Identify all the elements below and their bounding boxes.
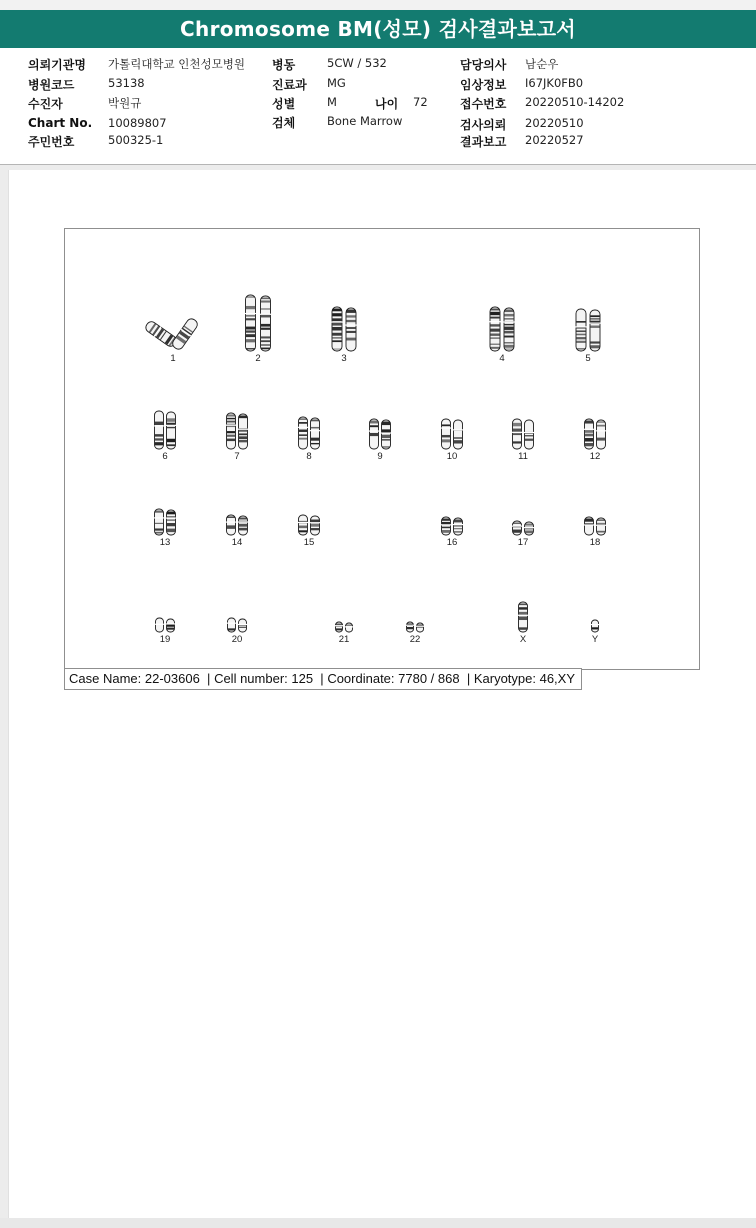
chromosome-pair-17 <box>512 521 534 535</box>
chromosome-label-9: 9 <box>377 451 383 462</box>
chromosome-pair-12 <box>584 419 606 449</box>
chromosome-pair-22 <box>406 622 424 632</box>
patient-info-panel <box>0 48 756 165</box>
karyogram-canvas <box>65 229 699 669</box>
ward-label: 병동 <box>272 58 296 72</box>
chromosome-pair-18 <box>584 517 606 535</box>
chromosome-pair-21 <box>335 622 353 632</box>
requesting-institution-label: 의뢰기관명 <box>28 58 86 72</box>
chromosome-label-X: X <box>519 634 527 645</box>
sex-value: M <box>327 95 337 109</box>
chromosome-label-18: 18 <box>589 537 601 548</box>
hospital-code-value: 53138 <box>108 76 145 90</box>
chromosome-label-4: 4 <box>499 353 505 364</box>
chromosome-pair-11 <box>512 419 534 449</box>
karyotype: Karyotype: 46,XY <box>473 671 576 686</box>
accession-number-label: 접수번호 <box>460 97 507 111</box>
chromosome-pair-1 <box>144 317 200 352</box>
hospital-code-label: 병원코드 <box>28 78 75 92</box>
chromosome-pair-9 <box>369 419 391 449</box>
chromosome-pair-X <box>518 602 528 632</box>
physician-value: 남순우 <box>525 57 559 71</box>
department-label: 진료과 <box>272 78 307 92</box>
ward-value: 5CW / 532 <box>327 56 387 70</box>
chromosome-pair-16 <box>441 517 463 535</box>
request-date-value: 20220510 <box>525 116 584 130</box>
chromosome-label-5: 5 <box>585 353 591 364</box>
chromosome-label-14: 14 <box>231 537 243 548</box>
requesting-institution-value: 가톨릭대학교 인천성모병원 <box>108 57 245 71</box>
chromosome-pair-19 <box>155 618 175 632</box>
physician-label: 담당의사 <box>460 58 507 72</box>
chromosome-label-15: 15 <box>303 537 315 548</box>
request-date-label: 검사의뢰 <box>460 118 507 132</box>
chromosome-label-16: 16 <box>446 537 458 548</box>
caption-separator: | <box>466 671 471 686</box>
chromosome-pair-13 <box>154 509 176 535</box>
bottom-strip <box>0 1218 756 1228</box>
report-title: Chromosome BM(성모) 검사결과보고서 <box>0 10 756 48</box>
department-value: MG <box>327 76 346 90</box>
chromosome-pair-6 <box>154 411 176 449</box>
chart-number-value: 10089807 <box>108 116 167 130</box>
chromosome-label-3: 3 <box>341 353 347 364</box>
chromosome-label-7: 7 <box>234 451 240 462</box>
sex-label: 성별 <box>272 97 296 111</box>
chromosome-label-21: 21 <box>338 634 350 645</box>
chromosome-pair-3 <box>332 307 357 351</box>
chromosome-pair-4 <box>490 307 515 351</box>
chromosome-pair-5 <box>576 309 601 351</box>
chromosome-label-8: 8 <box>306 451 312 462</box>
patient-name-label: 수진자 <box>28 97 63 111</box>
clinical-info-label: 임상정보 <box>460 78 507 92</box>
chromosome-pair-7 <box>226 413 248 449</box>
chromosome-label-Y: Y <box>591 634 599 645</box>
chromosome-label-2: 2 <box>255 353 261 364</box>
age-label: 나이 <box>375 97 399 111</box>
karyogram-image <box>64 228 700 670</box>
chromosome-pair-10 <box>441 419 463 449</box>
resident-number-label: 주민번호 <box>28 135 75 149</box>
chromosome-label-11: 11 <box>518 451 528 462</box>
accession-number-value: 20220510-14202 <box>525 95 625 109</box>
chromosome-label-13: 13 <box>159 537 171 548</box>
caption-separator: | <box>320 671 324 686</box>
chromosome-label-22: 22 <box>409 634 421 645</box>
chart-number-label: Chart No. <box>28 116 93 130</box>
clinical-info-value: I67JK0FB0 <box>525 76 584 90</box>
chromosome-label-10: 10 <box>446 451 458 462</box>
report-date-value: 20220527 <box>525 133 584 147</box>
karyogram-caption <box>64 668 582 690</box>
chromosome-pair-20 <box>227 618 247 632</box>
caption-separator: | <box>207 671 211 686</box>
chromosome-pair-2 <box>245 295 271 351</box>
specimen-value: Bone Marrow <box>327 114 403 128</box>
report-date-label: 결과보고 <box>460 135 507 149</box>
coordinate: Coordinate: 7780 / 868 <box>327 671 460 686</box>
patient-name-value: 박원규 <box>108 96 142 110</box>
chromosome-label-6: 6 <box>162 451 168 462</box>
specimen-label: 검체 <box>272 116 296 130</box>
chromosome-pair-Y <box>591 620 599 632</box>
chromosome-label-1: 1 <box>170 353 176 364</box>
resident-number-value: 500325-1 <box>108 133 164 147</box>
chromosome-pair-8 <box>298 417 320 449</box>
age-value: 72 <box>413 95 428 109</box>
case-name: Case Name: 22-03606 <box>69 671 200 686</box>
chromosome-label-20: 20 <box>231 634 243 645</box>
chromosome-pair-15 <box>298 515 320 535</box>
chromosome-label-12: 12 <box>589 451 601 462</box>
chromosome-pair-14 <box>226 515 248 535</box>
cell-number: Cell number: 125 <box>214 671 314 686</box>
chromosome-label-19: 19 <box>159 634 171 645</box>
chromosome-label-17: 17 <box>517 537 529 548</box>
